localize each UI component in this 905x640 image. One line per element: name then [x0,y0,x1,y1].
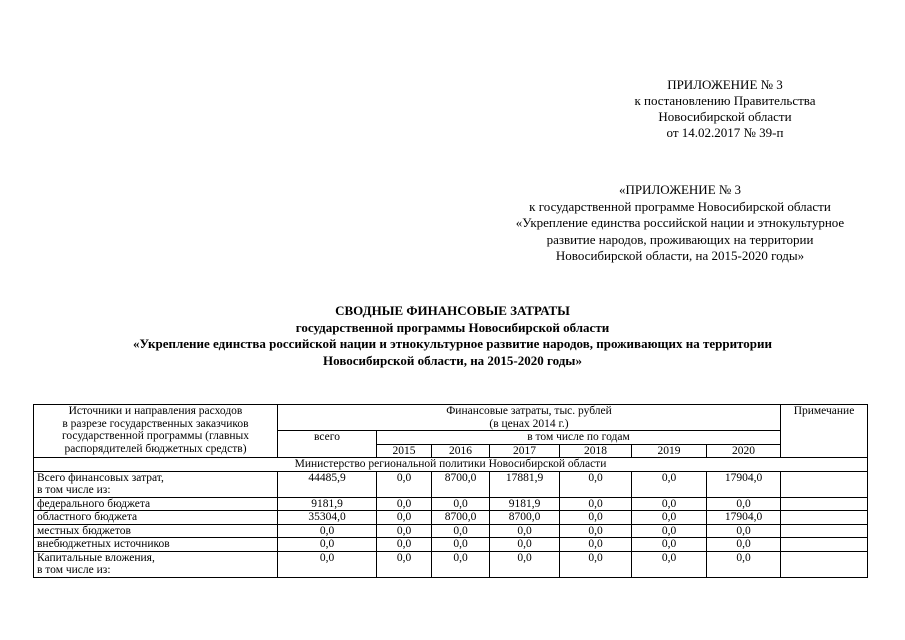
cell-2018: 0,0 [560,497,632,511]
row-label: областного бюджета [34,511,278,525]
annex-header-program [470,182,890,265]
cell-2018: 0,0 [560,538,632,552]
cell-note [781,511,868,525]
cell-2016: 0,0 [432,497,490,511]
cell-2019: 0,0 [632,497,707,511]
cell-2020: 0,0 [707,538,781,552]
header-costs-line1: Финансовые затраты, тыс. рублей [446,405,612,417]
annex1-line1: ПРИЛОЖЕНИЕ № 3 [667,77,783,92]
annex2-line5: Новосибирской области, на 2015-2020 годы» [555,248,805,263]
cell-note [781,497,868,511]
cell-note [781,524,868,538]
header-sources-line2: в разрезе государственных заказчиков [62,417,249,430]
cell-2020: 0,0 [707,497,781,511]
cell-2019: 0,0 [632,471,707,497]
row-label: федерального бюджета [34,497,278,511]
title-line4: Новосибирской области, на 2015-2020 годы» [323,352,582,368]
header-total: всего [278,431,377,458]
annex2-line4: развитие народов, проживающих на территории [546,231,814,247]
cell-2017: 17881,9 [490,471,560,497]
title-line2: государственной программы Новосибирской области [295,319,610,335]
table-row [34,538,868,552]
header-costs-line2: (в ценах 2014 г.) [489,417,569,430]
row-label [34,551,278,577]
table-row [34,511,868,525]
row-label [34,471,278,497]
cell-2016: 0,0 [432,524,490,538]
annex-header-decree [560,77,890,141]
row-label: местных бюджетов [34,524,278,538]
cell-2015: 0,0 [377,538,432,552]
row-label-line1: Капитальные вложения, [37,551,155,564]
cell-2017: 0,0 [490,538,560,552]
table-header-row-1 [34,405,868,431]
header-sources-line3: государственной программы (главных [61,430,250,442]
row-label-line2: в том числе из: [37,484,111,496]
cell-total: 0,0 [278,551,377,577]
cell-total: 0,0 [278,538,377,552]
header-costs [278,405,781,431]
cell-2017: 9181,9 [490,497,560,511]
row-label-line1: Всего финансовых затрат, [37,471,164,484]
row-label-line2: в том числе из: [37,564,111,576]
cell-2019: 0,0 [632,511,707,525]
annex1-line2: к постановлению Правительства [634,93,816,108]
cell-total: 44485,9 [278,471,377,497]
cell-2015: 0,0 [377,497,432,511]
cell-2018: 0,0 [560,551,632,577]
financial-costs-table [33,404,868,578]
cell-2015: 0,0 [377,551,432,577]
cell-note [781,551,868,577]
cell-2017: 0,0 [490,551,560,577]
annex2-line1: «ПРИЛОЖЕНИЕ № 3 [618,182,742,197]
cell-2018: 0,0 [560,524,632,538]
ministry-row [34,458,868,472]
header-by-years: в том числе по годам [377,431,781,445]
row-label: внебюджетных источников [34,538,278,552]
cell-note [781,471,868,497]
annex2-line2: к государственной программе Новосибирской области [529,198,831,214]
annex2-line3: «Укрепление единства российской нации и этнокультурное [515,215,845,230]
cell-2017: 0,0 [490,524,560,538]
header-year-2016: 2016 [432,444,490,458]
cell-total: 35304,0 [278,511,377,525]
cell-2015: 0,0 [377,524,432,538]
ministry-name: Министерство региональной политики Новосибирской области [34,458,868,472]
cell-2018: 0,0 [560,471,632,497]
header-sources-line1: Источники и направления расходов [68,405,243,417]
cell-2016: 0,0 [432,551,490,577]
cell-2020: 0,0 [707,551,781,577]
header-year-2015: 2015 [377,444,432,458]
header-year-2019: 2019 [632,444,707,458]
annex1-line3: Новосибирской области [658,109,792,124]
cell-2016: 0,0 [432,538,490,552]
cell-note [781,538,868,552]
cell-2019: 0,0 [632,551,707,577]
header-sources-line4: распорядителей бюджетных средств) [64,442,247,455]
cell-2019: 0,0 [632,524,707,538]
table-row [34,524,868,538]
annex1-line4: от 14.02.2017 № 39-п [666,125,784,140]
cell-2016: 8700,0 [432,471,490,497]
header-note: Примечание [781,405,868,458]
cell-2018: 0,0 [560,511,632,525]
cell-2015: 0,0 [377,471,432,497]
header-year-2018: 2018 [560,444,632,458]
header-sources [34,405,278,458]
table-row [34,471,868,497]
cell-2016: 8700,0 [432,511,490,525]
cell-2017: 8700,0 [490,511,560,525]
table-row [34,551,868,577]
cell-2020: 17904,0 [707,511,781,525]
title-line3: «Укрепление единства российской нации и этнокультурное развитие народов, проживающих на территории [133,336,772,351]
cell-total: 0,0 [278,524,377,538]
header-year-2020: 2020 [707,444,781,458]
cell-2019: 0,0 [632,538,707,552]
document-title [0,303,905,369]
header-year-2017: 2017 [490,444,560,458]
table-row [34,497,868,511]
cell-2015: 0,0 [377,511,432,525]
cell-total: 9181,9 [278,497,377,511]
cell-2020: 17904,0 [707,471,781,497]
title-line1: СВОДНЫЕ ФИНАНСОВЫЕ ЗАТРАТЫ [335,303,570,318]
cell-2020: 0,0 [707,524,781,538]
